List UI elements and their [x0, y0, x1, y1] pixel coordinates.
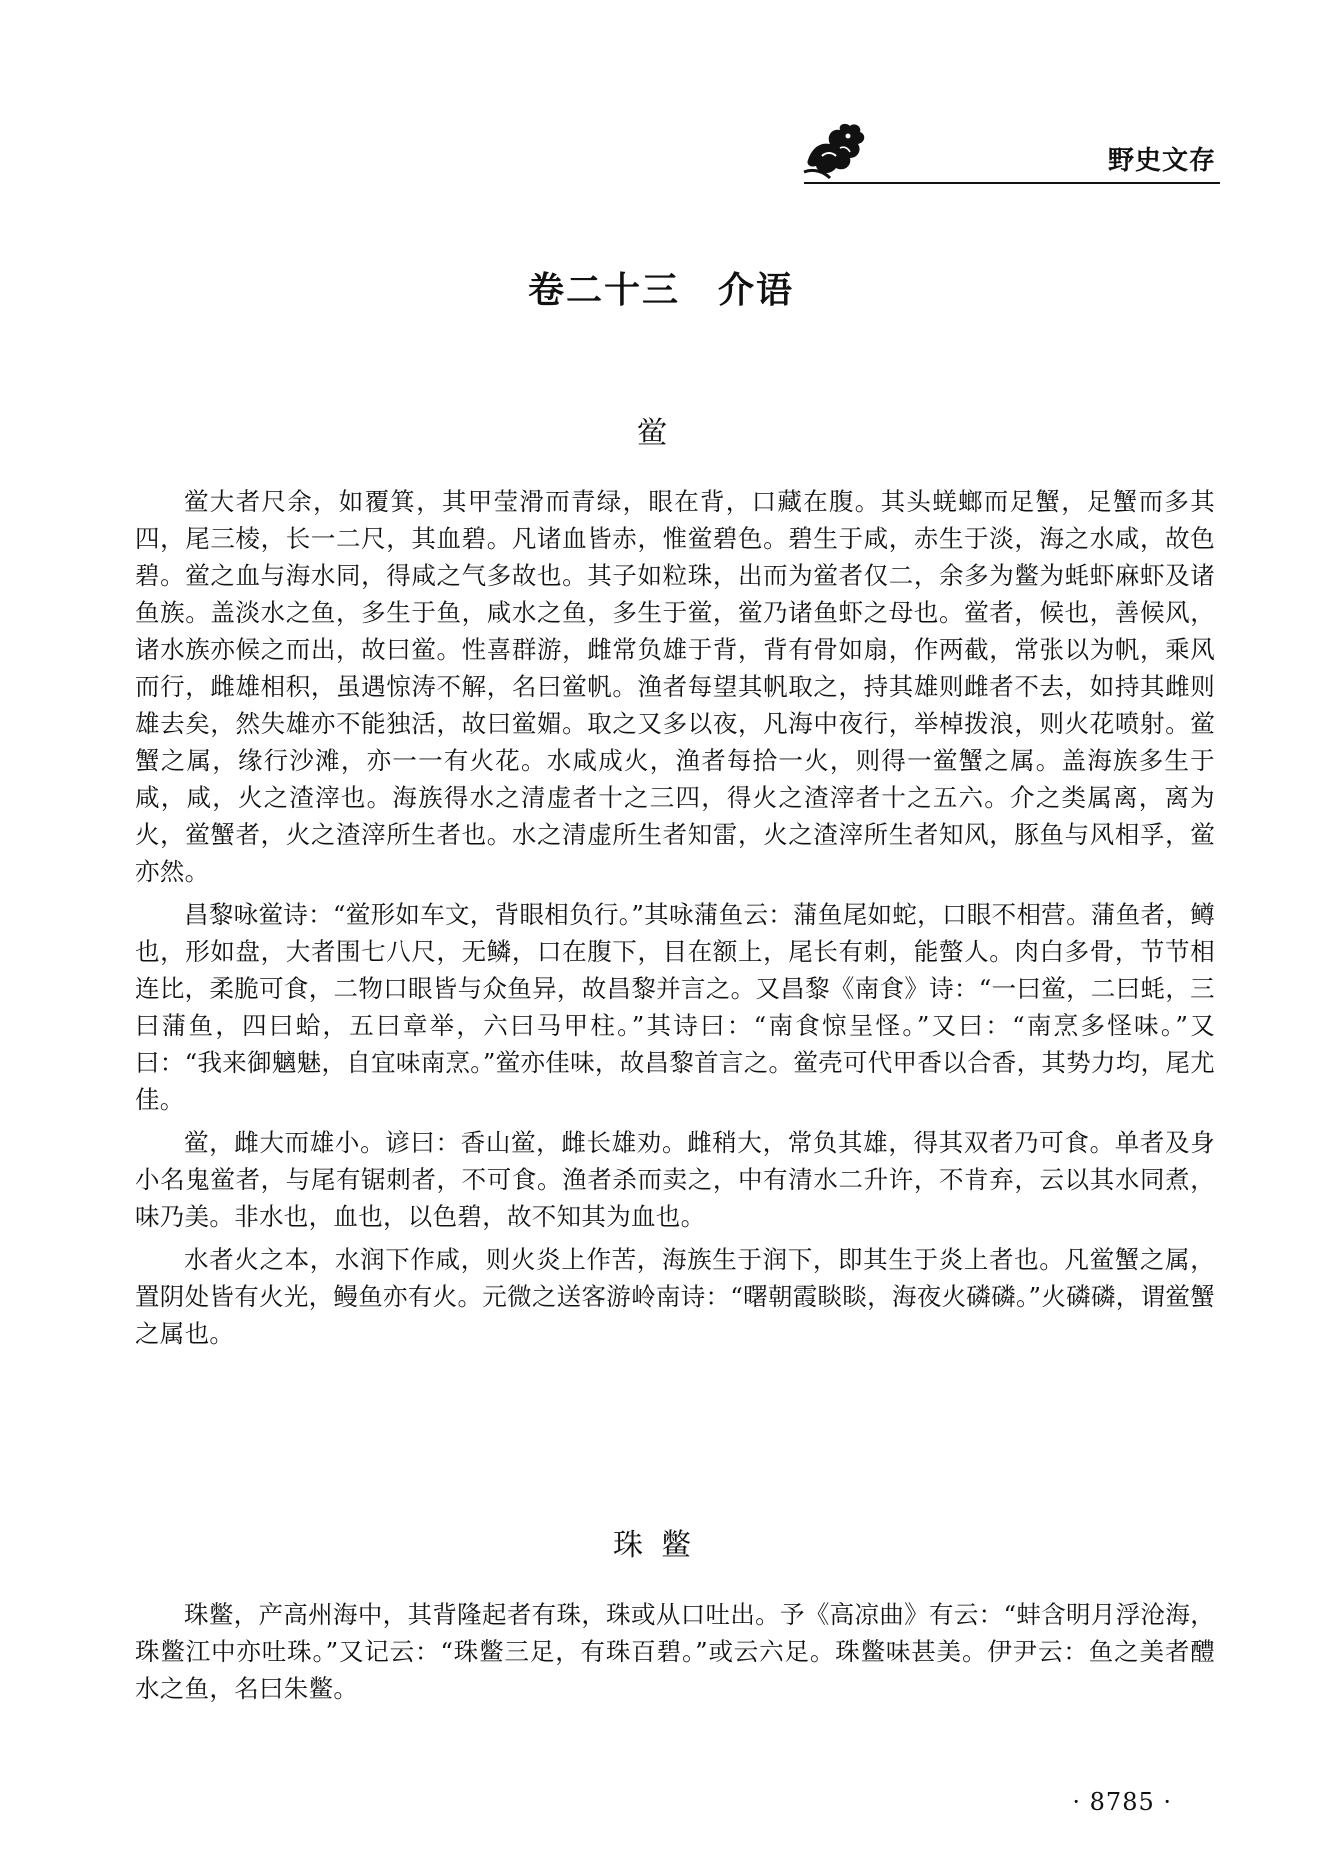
- paragraph: 水者火之本，水润下作咸，则火炎上作苦，海族生于润下，即其生于炎上者也。凡鲎蟹之属，置阴处皆有火光，鳗鱼亦有火。元微之送客游岭南诗：“曙朝霞睒睒，海夜火磷磷。”火磷磷，谓鲎蟹之属也。: [135, 1245, 1215, 1348]
- section-body-hou: [135, 483, 1215, 1358]
- section-title-zhubie: 珠鳖: [613, 1528, 709, 1563]
- page-number: · 8785 ·: [1072, 1788, 1172, 1816]
- running-header-title: 野史文存: [1107, 146, 1216, 176]
- paragraph: 珠鳖，产高州海中，其背隆起者有珠，珠或从口吐出。予《高凉曲》有云：“蚌含明月浮沧海，珠鳖江中亦吐珠。”又记云：“珠鳖三足，有珠百碧。”或云六足。珠鳖味甚美。伊尹云：鱼之美者醴水之鱼，名曰朱鳖。: [135, 1600, 1215, 1703]
- section-body-zhubie: [135, 1596, 1215, 1713]
- paragraph: 鲎，雌大而雄小。谚曰：香山鲎，雌长雄劝。雌稍大，常负其雄，得其双者乃可食。单者及身小名鬼鲎者，与尾有锯刺者，不可食。渔者杀而卖之，中有清水二升许，不肯弃，云以其水同煮，味乃美。非水也，血也，以色碧，故不知其为血也。: [135, 1128, 1215, 1231]
- section-title-hou: 鲎: [637, 416, 685, 451]
- chapter-title: 卷二十三 介语: [527, 270, 794, 311]
- paragraph: 昌黎咏鲎诗：“鲎形如车文，背眼相负行。”其咏蒲鱼云：蒲鱼尾如蛇，口眼不相营。蒲鱼者，鳟也，形如盘，大者围七八尺，无鳞，口在腹下，目在额上，尾长有刺，能螫人。肉白多骨，节节相连比，柔脆可食，二物口眼皆与众鱼异，故昌黎并言之。又昌黎《南食》诗：“一曰鲎，二曰蚝，三曰蒲鱼，四曰蛤，五曰章举，六曰马甲柱。”其诗曰：“南食惊呈怪。”又曰：“南烹多怪味。”又曰：“我来御魑魅，自宜味南烹。”鲎亦佳味，故昌黎首言之。鲎壳可代甲香以合香，其势力均，尾尤佳。: [135, 900, 1215, 1114]
- paragraph: 鲎大者尺余，如覆箕，其甲莹滑而青绿，眼在背，口藏在腹。其头蜣螂而足蟹，足蟹而多其四，尾三棱，长一二尺，其血碧。凡诸血皆赤，惟鲎碧色。碧生于咸，赤生于淡，海之水咸，故色碧。鲎之血与海水同，得咸之气多故也。其子如粒珠，出而为鲎者仅二，余多为鳖为蚝虾麻虾及诸鱼族。盖淡水之鱼，多生于鱼，咸水之鱼，多生于鲎，鲎乃诸鱼虾之母也。鲎者，候也，善候风，诸水族亦候之而出，故曰鲎。性喜群游，雌常负雄于背，背有骨如扇，作两截，常张以为帆，乘风而行，雌雄相积，虽遇惊涛不解，名曰鲎帆。渔者每望其帆取之，持其雄则雌者不去，如持其雌则雄去矣，然失雄亦不能独活，故曰鲎媚。取之又多以夜，凡海中夜行，举棹拨浪，则火花喷射。鲎蟹之属，缘行沙滩，亦一一有火花。水咸成火，渔者每拾一火，则得一鲎蟹之属。盖海族多生于咸，咸，火之渣滓也。海族得水之清虚者十之三四，得火之渣滓者十之五六。介之类属离，离为火，鲎蟹者，火之渣滓所生者也。水之清虚所生者知雷，火之渣滓所生者知风，豚鱼与风相孚，鲎亦然。: [135, 487, 1215, 886]
- header-divider: [804, 182, 1220, 184]
- dragon-emblem-icon: [800, 118, 868, 180]
- running-header: [800, 118, 1220, 188]
